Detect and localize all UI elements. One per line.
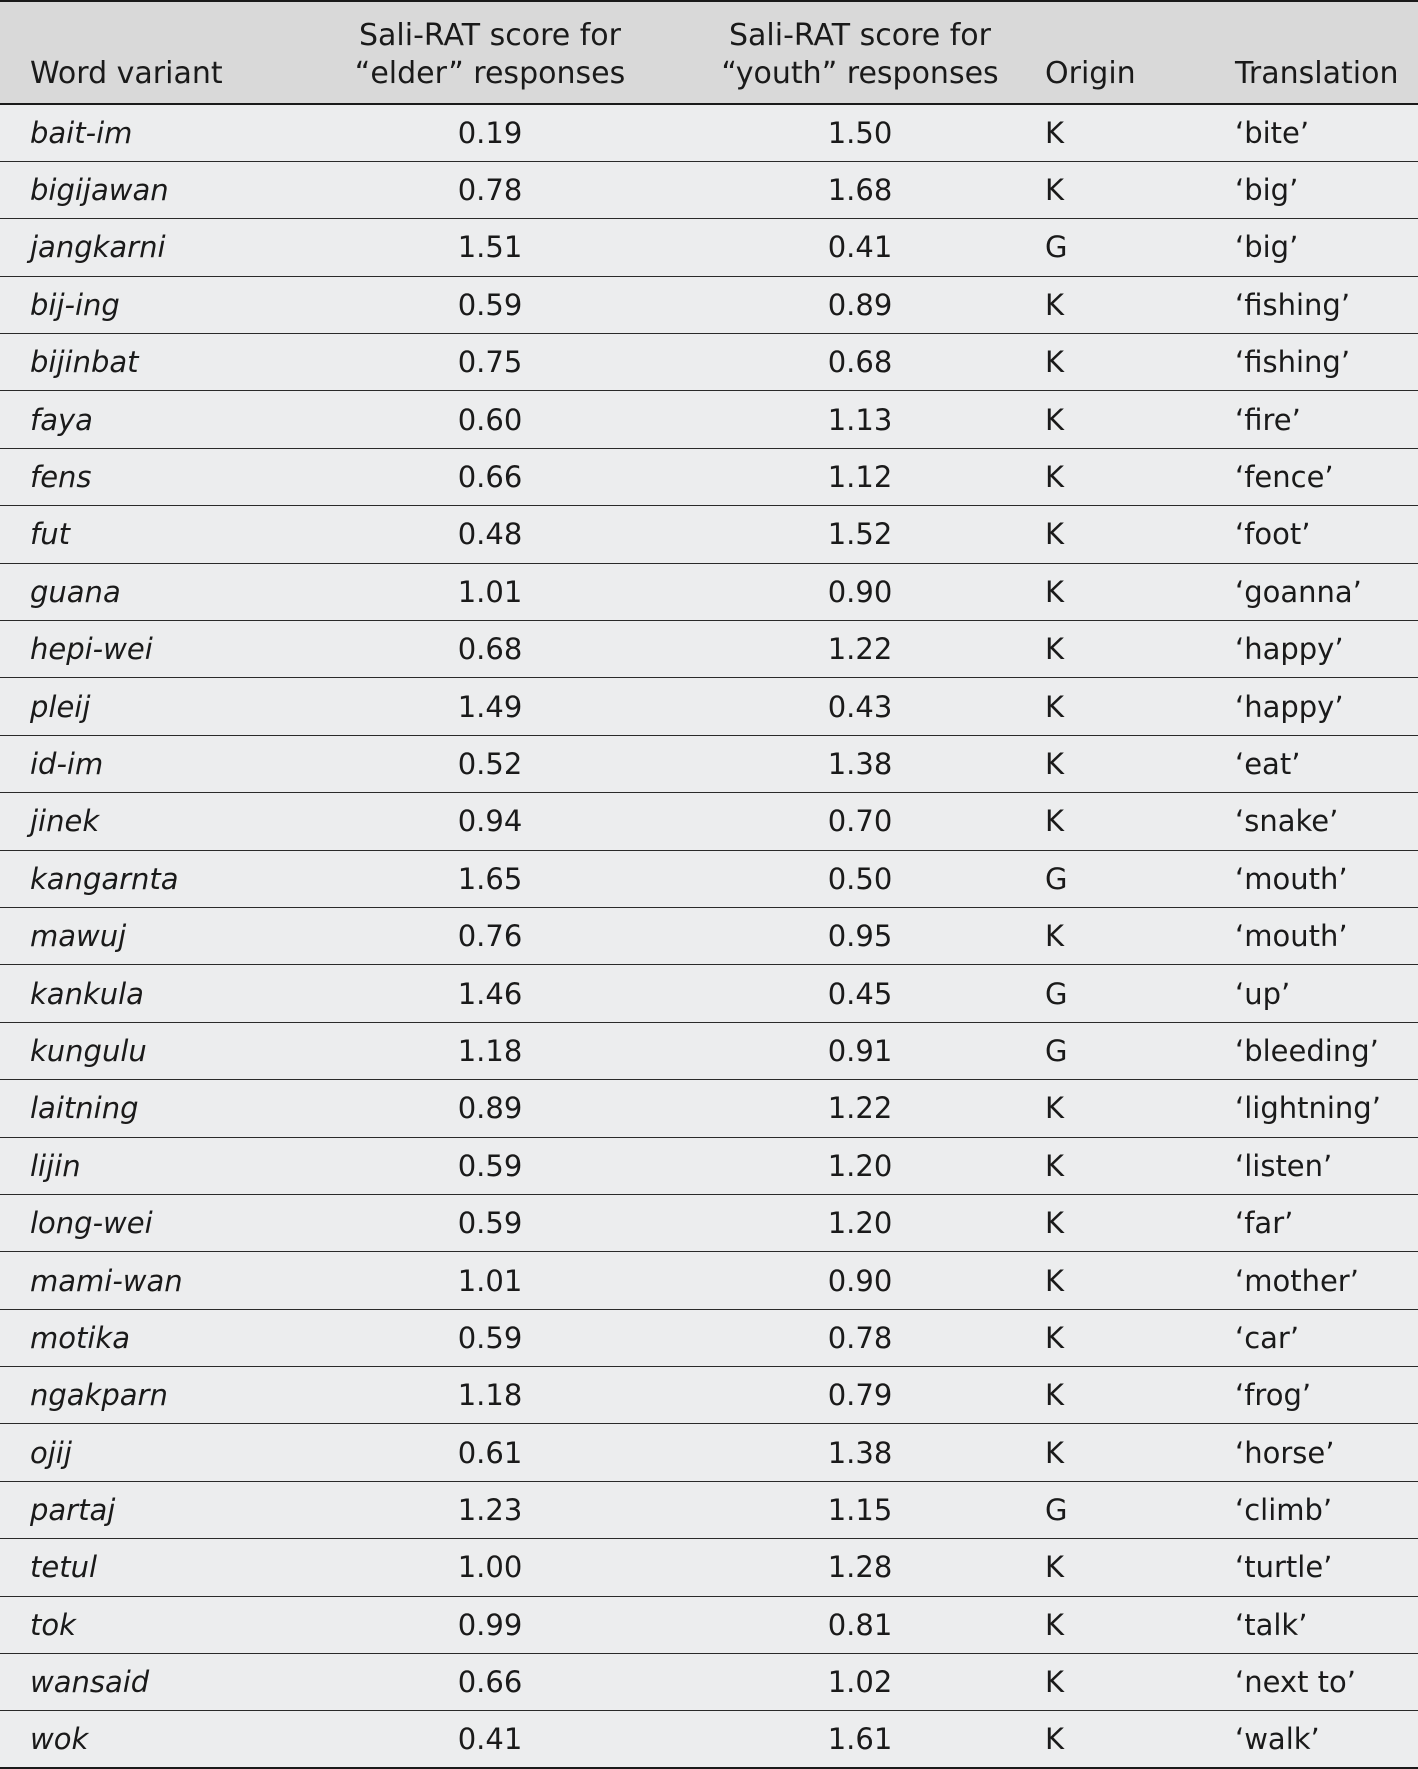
youth-score-cell: 1.12: [675, 448, 1045, 505]
youth-score-cell: 0.95: [675, 907, 1045, 964]
youth-score-cell: 0.90: [675, 563, 1045, 620]
elder-score-cell: 0.68: [305, 621, 675, 678]
origin-cell: K: [1045, 735, 1235, 792]
youth-score-cell: 1.52: [675, 506, 1045, 563]
word-variant-cell: lijin: [0, 1137, 305, 1194]
origin-cell: K: [1045, 161, 1235, 218]
word-variant-cell: wansaid: [0, 1654, 305, 1711]
translation-cell: ‘lightning’: [1235, 1080, 1418, 1137]
table-row: [0, 219, 1418, 276]
table-row: [0, 621, 1418, 678]
header-origin: Origin: [1045, 1, 1235, 104]
word-variant-cell: wok: [0, 1711, 305, 1768]
translation-cell: ‘next to’: [1235, 1654, 1418, 1711]
translation-cell: ‘bite’: [1235, 104, 1418, 161]
elder-score-cell: 1.00: [305, 1539, 675, 1596]
table-row: [0, 678, 1418, 735]
elder-score-cell: 1.65: [305, 850, 675, 907]
youth-score-cell: 0.79: [675, 1367, 1045, 1424]
elder-score-cell: 0.75: [305, 334, 675, 391]
translation-cell: ‘big’: [1235, 219, 1418, 276]
table-row: [0, 1424, 1418, 1481]
table-row: [0, 391, 1418, 448]
header-elder-line-2: “elder” responses: [354, 56, 626, 91]
elder-score-cell: 0.59: [305, 1194, 675, 1251]
youth-score-cell: 1.38: [675, 1424, 1045, 1481]
elder-score-cell: 0.78: [305, 161, 675, 218]
translation-cell: ‘happy’: [1235, 678, 1418, 735]
translation-cell: ‘foot’: [1235, 506, 1418, 563]
origin-cell: K: [1045, 1252, 1235, 1309]
youth-score-cell: 1.20: [675, 1194, 1045, 1251]
table-row: [0, 850, 1418, 907]
translation-cell: ‘snake’: [1235, 793, 1418, 850]
elder-score-cell: 1.01: [305, 563, 675, 620]
origin-cell: K: [1045, 1080, 1235, 1137]
translation-cell: ‘walk’: [1235, 1711, 1418, 1768]
elder-score-cell: 1.46: [305, 965, 675, 1022]
origin-cell: G: [1045, 850, 1235, 907]
table-row: [0, 1080, 1418, 1137]
origin-cell: K: [1045, 506, 1235, 563]
origin-cell: G: [1045, 965, 1235, 1022]
word-variant-cell: guana: [0, 563, 305, 620]
youth-score-cell: 0.43: [675, 678, 1045, 735]
table-row: [0, 1539, 1418, 1596]
table-row: [0, 1137, 1418, 1194]
translation-cell: ‘horse’: [1235, 1424, 1418, 1481]
youth-score-cell: 0.89: [675, 276, 1045, 333]
table-body: [0, 104, 1418, 1768]
word-variant-cell: bigijawan: [0, 161, 305, 218]
origin-cell: K: [1045, 1596, 1235, 1653]
youth-score-cell: 1.50: [675, 104, 1045, 161]
translation-cell: ‘frog’: [1235, 1367, 1418, 1424]
translation-cell: ‘happy’: [1235, 621, 1418, 678]
elder-score-cell: 1.51: [305, 219, 675, 276]
translation-cell: ‘mouth’: [1235, 907, 1418, 964]
origin-cell: K: [1045, 793, 1235, 850]
origin-cell: K: [1045, 448, 1235, 505]
word-variant-cell: hepi-wei: [0, 621, 305, 678]
elder-score-cell: 0.89: [305, 1080, 675, 1137]
word-variant-cell: laitning: [0, 1080, 305, 1137]
origin-cell: K: [1045, 621, 1235, 678]
table-row: [0, 1194, 1418, 1251]
table-row: [0, 1711, 1418, 1768]
elder-score-cell: 1.18: [305, 1367, 675, 1424]
table-row: [0, 1654, 1418, 1711]
word-variant-cell: ojij: [0, 1424, 305, 1481]
elder-score-cell: 0.76: [305, 907, 675, 964]
translation-cell: ‘fishing’: [1235, 276, 1418, 333]
table-row: [0, 161, 1418, 218]
youth-score-cell: 1.38: [675, 735, 1045, 792]
translation-cell: ‘fishing’: [1235, 334, 1418, 391]
word-variant-cell: tok: [0, 1596, 305, 1653]
elder-score-cell: 0.66: [305, 448, 675, 505]
word-variant-cell: tetul: [0, 1539, 305, 1596]
table-row: [0, 1309, 1418, 1366]
word-variant-cell: id-im: [0, 735, 305, 792]
origin-cell: K: [1045, 1194, 1235, 1251]
translation-cell: ‘mouth’: [1235, 850, 1418, 907]
elder-score-cell: 0.41: [305, 1711, 675, 1768]
origin-cell: K: [1045, 907, 1235, 964]
word-variant-cell: long-wei: [0, 1194, 305, 1251]
youth-score-cell: 1.68: [675, 161, 1045, 218]
origin-cell: K: [1045, 1711, 1235, 1768]
origin-cell: K: [1045, 1137, 1235, 1194]
origin-cell: K: [1045, 1367, 1235, 1424]
word-variant-cell: kungulu: [0, 1022, 305, 1079]
elder-score-cell: 0.61: [305, 1424, 675, 1481]
elder-score-cell: 1.01: [305, 1252, 675, 1309]
header-youth-line-2: “youth” responses: [721, 56, 999, 91]
elder-score-cell: 0.60: [305, 391, 675, 448]
header-word-variant: Word variant: [0, 1, 305, 104]
youth-score-cell: 1.15: [675, 1481, 1045, 1538]
word-variant-cell: kangarnta: [0, 850, 305, 907]
youth-score-cell: 1.22: [675, 621, 1045, 678]
translation-cell: ‘up’: [1235, 965, 1418, 1022]
elder-score-cell: 1.18: [305, 1022, 675, 1079]
header-youth-score: [675, 1, 1045, 104]
table-row: [0, 1022, 1418, 1079]
origin-cell: K: [1045, 334, 1235, 391]
word-variant-cell: mawuj: [0, 907, 305, 964]
table-header: [0, 1, 1418, 104]
youth-score-cell: 1.28: [675, 1539, 1045, 1596]
word-variant-cell: jangkarni: [0, 219, 305, 276]
youth-score-cell: 0.45: [675, 965, 1045, 1022]
translation-cell: ‘climb’: [1235, 1481, 1418, 1538]
elder-score-cell: 0.94: [305, 793, 675, 850]
origin-cell: K: [1045, 678, 1235, 735]
translation-cell: ‘car’: [1235, 1309, 1418, 1366]
header-row: [0, 1, 1418, 104]
word-variant-cell: bij-ing: [0, 276, 305, 333]
elder-score-cell: 0.99: [305, 1596, 675, 1653]
translation-cell: ‘big’: [1235, 161, 1418, 218]
youth-score-cell: 0.68: [675, 334, 1045, 391]
translation-cell: ‘listen’: [1235, 1137, 1418, 1194]
word-variant-cell: fens: [0, 448, 305, 505]
table-row: [0, 965, 1418, 1022]
word-variant-cell: bijinbat: [0, 334, 305, 391]
translation-cell: ‘fire’: [1235, 391, 1418, 448]
origin-cell: K: [1045, 1309, 1235, 1366]
header-translation: Translation: [1235, 1, 1418, 104]
table-row: [0, 334, 1418, 391]
elder-score-cell: 1.49: [305, 678, 675, 735]
elder-score-cell: 0.66: [305, 1654, 675, 1711]
youth-score-cell: 1.61: [675, 1711, 1045, 1768]
word-variant-cell: ngakparn: [0, 1367, 305, 1424]
elder-score-cell: 0.59: [305, 1309, 675, 1366]
translation-cell: ‘eat’: [1235, 735, 1418, 792]
youth-score-cell: 0.91: [675, 1022, 1045, 1079]
origin-cell: K: [1045, 104, 1235, 161]
elder-score-cell: 1.23: [305, 1481, 675, 1538]
translation-cell: ‘turtle’: [1235, 1539, 1418, 1596]
table-row: [0, 1481, 1418, 1538]
word-variant-cell: motika: [0, 1309, 305, 1366]
translation-cell: ‘mother’: [1235, 1252, 1418, 1309]
translation-cell: ‘talk’: [1235, 1596, 1418, 1653]
youth-score-cell: 0.70: [675, 793, 1045, 850]
origin-cell: G: [1045, 1481, 1235, 1538]
table-row: [0, 563, 1418, 620]
origin-cell: K: [1045, 1424, 1235, 1481]
origin-cell: K: [1045, 1539, 1235, 1596]
youth-score-cell: 0.41: [675, 219, 1045, 276]
table-row: [0, 1252, 1418, 1309]
word-variant-cell: faya: [0, 391, 305, 448]
table-row: [0, 448, 1418, 505]
youth-score-cell: 1.22: [675, 1080, 1045, 1137]
elder-score-cell: 0.59: [305, 1137, 675, 1194]
translation-cell: ‘far’: [1235, 1194, 1418, 1251]
elder-score-cell: 0.52: [305, 735, 675, 792]
youth-score-cell: 1.13: [675, 391, 1045, 448]
table-row: [0, 1596, 1418, 1653]
table-row: [0, 104, 1418, 161]
table-row: [0, 907, 1418, 964]
word-variant-cell: partaj: [0, 1481, 305, 1538]
youth-score-cell: 1.20: [675, 1137, 1045, 1194]
header-elder-score: [305, 1, 675, 104]
origin-cell: G: [1045, 1022, 1235, 1079]
word-variant-cell: pleij: [0, 678, 305, 735]
origin-cell: K: [1045, 563, 1235, 620]
origin-cell: K: [1045, 391, 1235, 448]
header-elder-line-1: Sali-RAT score for: [358, 18, 621, 53]
youth-score-cell: 0.78: [675, 1309, 1045, 1366]
word-variant-cell: mami-wan: [0, 1252, 305, 1309]
youth-score-cell: 0.81: [675, 1596, 1045, 1653]
table-row: [0, 793, 1418, 850]
header-youth-line-1: Sali-RAT score for: [728, 18, 991, 53]
table-row: [0, 735, 1418, 792]
word-variant-cell: fut: [0, 506, 305, 563]
elder-score-cell: 0.59: [305, 276, 675, 333]
youth-score-cell: 0.50: [675, 850, 1045, 907]
origin-cell: K: [1045, 1654, 1235, 1711]
origin-cell: G: [1045, 219, 1235, 276]
translation-cell: ‘fence’: [1235, 448, 1418, 505]
word-variant-cell: kankula: [0, 965, 305, 1022]
origin-cell: K: [1045, 276, 1235, 333]
word-variant-cell: jinek: [0, 793, 305, 850]
table-row: [0, 276, 1418, 333]
youth-score-cell: 0.90: [675, 1252, 1045, 1309]
table-row: [0, 1367, 1418, 1424]
youth-score-cell: 1.02: [675, 1654, 1045, 1711]
table-row: [0, 506, 1418, 563]
translation-cell: ‘bleeding’: [1235, 1022, 1418, 1079]
elder-score-cell: 0.48: [305, 506, 675, 563]
elder-score-cell: 0.19: [305, 104, 675, 161]
word-variant-cell: bait-im: [0, 104, 305, 161]
translation-cell: ‘goanna’: [1235, 563, 1418, 620]
